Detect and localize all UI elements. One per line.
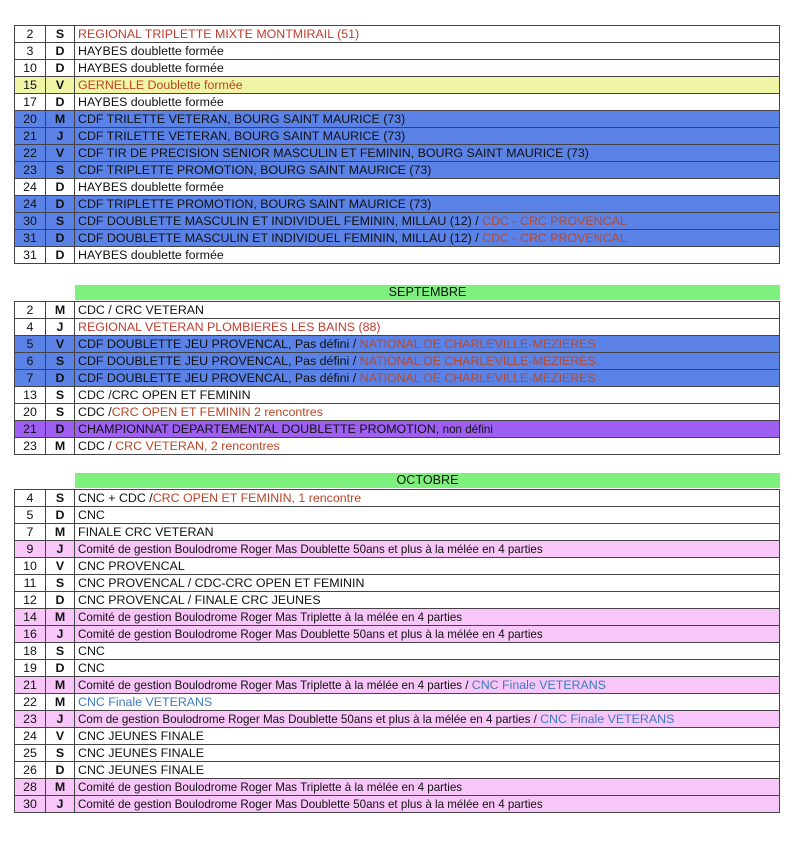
event-description xyxy=(75,162,780,179)
event-description xyxy=(75,643,780,660)
table-row xyxy=(15,196,780,213)
weekday-letter: S xyxy=(46,26,75,43)
event-description xyxy=(75,592,780,609)
day-number: 20 xyxy=(15,111,46,128)
event-text: CDF TRIPLETTE PROMOTION, BOURG SAINT MAURICE (73) xyxy=(78,196,432,211)
month-header-septembre: SEPTEMBRE xyxy=(75,285,780,300)
day-number: 4 xyxy=(15,319,46,336)
event-text: CDF TRIPLETTE PROMOTION, BOURG SAINT MAURICE (73) xyxy=(78,162,432,177)
weekday-letter: D xyxy=(46,370,75,387)
event-text: CDC /CRC OPEN ET FEMININ xyxy=(78,387,251,402)
event-description xyxy=(75,26,780,43)
event-text: GERNELLE Doublette formée xyxy=(78,77,243,92)
event-text: Comité de gestion Boulodrome Roger Mas Triplette à la mélée en 4 parties xyxy=(78,610,463,624)
event-description xyxy=(75,762,780,779)
event-description xyxy=(75,728,780,745)
table-row xyxy=(15,26,780,43)
event-text: CNC JEUNES FINALE xyxy=(78,728,204,743)
table-row xyxy=(15,94,780,111)
day-number: 21 xyxy=(15,421,46,438)
table-row xyxy=(15,677,780,694)
event-text: Comité de gestion Boulodrome Roger Mas Doublette 50ans et plus à la mélée en 4 parties xyxy=(78,542,543,556)
weekday-letter: M xyxy=(46,677,75,694)
table-row xyxy=(15,643,780,660)
day-number: 24 xyxy=(15,179,46,196)
table-row xyxy=(15,779,780,796)
event-text: CNC xyxy=(78,660,105,675)
table-row xyxy=(15,213,780,230)
event-text: NATIONAL DE CHARLEVILLE-MEZIERES xyxy=(359,370,596,385)
event-description xyxy=(75,745,780,762)
weekday-letter: V xyxy=(46,77,75,94)
event-text: CDF DOUBLETTE MASCULIN ET INDIVIDUEL FEMININ, MILLAU (12) / xyxy=(78,230,483,245)
table-row xyxy=(15,387,780,404)
weekday-letter: J xyxy=(46,711,75,728)
day-number: 23 xyxy=(15,438,46,455)
day-number: 15 xyxy=(15,77,46,94)
table-row xyxy=(15,728,780,745)
event-description xyxy=(75,490,780,507)
event-text: CDF DOUBLETTE JEU PROVENCAL, Pas défini / xyxy=(78,336,360,351)
event-text: CDF TRILETTE VETERAN, BOURG SAINT MAURICE (73) xyxy=(78,128,406,143)
event-text: Comité de gestion Boulodrome Roger Mas Triplette à la mélée en 4 parties xyxy=(78,780,463,794)
table-row xyxy=(15,60,780,77)
table-row xyxy=(15,762,780,779)
day-number: 26 xyxy=(15,762,46,779)
day-number: 2 xyxy=(15,302,46,319)
table-row xyxy=(15,179,780,196)
table-row xyxy=(15,230,780,247)
weekday-letter: V xyxy=(46,336,75,353)
table-row xyxy=(15,592,780,609)
event-text: CNC xyxy=(78,643,105,658)
table-row xyxy=(15,438,780,455)
event-text: Comité de gestion Boulodrome Roger Mas Doublette 50ans et plus à la mélée en 4 parties xyxy=(78,627,543,641)
table-row xyxy=(15,353,780,370)
day-number: 12 xyxy=(15,592,46,609)
event-description xyxy=(75,541,780,558)
table-row xyxy=(15,694,780,711)
event-description xyxy=(75,711,780,728)
day-number: 25 xyxy=(15,745,46,762)
day-number: 30 xyxy=(15,796,46,813)
weekday-letter: M xyxy=(46,302,75,319)
event-description xyxy=(75,370,780,387)
event-text: CRC OPEN ET FEMININ 2 rencontres xyxy=(111,404,323,419)
event-description xyxy=(75,353,780,370)
weekday-letter: D xyxy=(46,196,75,213)
day-number: 5 xyxy=(15,336,46,353)
event-text: CNC + CDC / xyxy=(78,490,153,505)
day-number: 19 xyxy=(15,660,46,677)
event-description xyxy=(75,247,780,264)
event-text: REGIONAL TRIPLETTE MIXTE MONTMIRAIL (51) xyxy=(78,26,360,41)
event-description xyxy=(75,336,780,353)
table-row xyxy=(15,336,780,353)
weekday-letter: J xyxy=(46,128,75,145)
day-number: 7 xyxy=(15,370,46,387)
event-text: CNC Finale VETERANS xyxy=(471,677,607,692)
section-aout xyxy=(14,25,780,264)
event-text: CNC JEUNES FINALE xyxy=(78,745,204,760)
event-text: CNC Finale VETERANS xyxy=(540,711,675,726)
event-text: CDC - CRC PROVENCAL xyxy=(482,230,627,245)
month-header-octobre: OCTOBRE xyxy=(75,473,780,488)
event-text: REGIONAL VETERAN PLOMBIERES LES BAINS (88) xyxy=(78,319,381,334)
weekday-letter: S xyxy=(46,387,75,404)
event-description xyxy=(75,421,780,438)
table-row xyxy=(15,745,780,762)
event-text: CDC / CRC VETERAN xyxy=(78,302,204,317)
day-number: 30 xyxy=(15,213,46,230)
event-description xyxy=(75,558,780,575)
day-number: 21 xyxy=(15,677,46,694)
table-row xyxy=(15,370,780,387)
table-row xyxy=(15,524,780,541)
day-number: 24 xyxy=(15,728,46,745)
event-text: CHAMPIONNAT DEPARTEMENTAL DOUBLETTE PROMOTION, xyxy=(78,421,443,436)
weekday-letter: D xyxy=(46,421,75,438)
table-row xyxy=(15,575,780,592)
event-text: CRC OPEN ET FEMININ, 1 rencontre xyxy=(152,490,362,505)
event-description xyxy=(75,404,780,421)
event-description xyxy=(75,43,780,60)
event-description xyxy=(75,319,780,336)
day-number: 14 xyxy=(15,609,46,626)
table-row xyxy=(15,43,780,60)
event-description xyxy=(75,387,780,404)
table-row xyxy=(15,507,780,524)
table-row xyxy=(15,609,780,626)
weekday-letter: S xyxy=(46,643,75,660)
day-number: 20 xyxy=(15,404,46,421)
table-row xyxy=(15,111,780,128)
weekday-letter: D xyxy=(46,43,75,60)
day-number: 31 xyxy=(15,230,46,247)
table-row xyxy=(15,711,780,728)
event-text: CDF DOUBLETTE JEU PROVENCAL, Pas défini / xyxy=(78,353,360,368)
weekday-letter: D xyxy=(46,592,75,609)
event-description xyxy=(75,779,780,796)
weekday-letter: J xyxy=(46,319,75,336)
weekday-letter: S xyxy=(46,404,75,421)
weekday-letter: V xyxy=(46,145,75,162)
section-octobre xyxy=(14,489,780,813)
event-text: CNC xyxy=(78,507,105,522)
octobre-table xyxy=(14,489,780,813)
event-description xyxy=(75,302,780,319)
day-number: 5 xyxy=(15,507,46,524)
weekday-letter: J xyxy=(46,796,75,813)
event-text: NATIONAL DE CHARLEVILLE-MEZIERES xyxy=(359,336,596,351)
weekday-letter: M xyxy=(46,438,75,455)
day-number: 31 xyxy=(15,247,46,264)
event-description xyxy=(75,111,780,128)
weekday-letter: D xyxy=(46,230,75,247)
table-row xyxy=(15,626,780,643)
day-number: 3 xyxy=(15,43,46,60)
event-text: CNC PROVENCAL xyxy=(78,558,185,573)
weekday-letter: M xyxy=(46,524,75,541)
weekday-letter: D xyxy=(46,94,75,111)
event-description xyxy=(75,196,780,213)
table-row xyxy=(15,319,780,336)
day-number: 22 xyxy=(15,145,46,162)
table-row xyxy=(15,660,780,677)
weekday-letter: S xyxy=(46,745,75,762)
section-septembre xyxy=(14,301,780,455)
day-number: 23 xyxy=(15,711,46,728)
event-text: Com de gestion Boulodrome Roger Mas Doublette 50ans et plus à la mélée en 4 parties / xyxy=(78,712,541,726)
weekday-letter: M xyxy=(46,111,75,128)
weekday-letter: S xyxy=(46,575,75,592)
weekday-letter: S xyxy=(46,353,75,370)
event-description xyxy=(75,213,780,230)
event-description xyxy=(75,60,780,77)
event-text: non défini xyxy=(442,422,493,436)
weekday-letter: D xyxy=(46,179,75,196)
event-description xyxy=(75,626,780,643)
event-description xyxy=(75,507,780,524)
event-description xyxy=(75,796,780,813)
event-text: NATIONAL DE CHARLEVILLE-MEZIERES xyxy=(359,353,596,368)
table-row xyxy=(15,247,780,264)
day-number: 13 xyxy=(15,387,46,404)
event-text: HAYBES doublette formée xyxy=(78,247,224,262)
event-description xyxy=(75,677,780,694)
day-number: 11 xyxy=(15,575,46,592)
septembre-table xyxy=(14,301,780,455)
event-text: HAYBES doublette formée xyxy=(78,94,224,109)
event-text: Comité de gestion Boulodrome Roger Mas Doublette 50ans et plus à la mélée en 4 parties xyxy=(78,797,543,811)
event-text: CRC VETERAN, 2 rencontres xyxy=(115,438,280,453)
weekday-letter: V xyxy=(46,728,75,745)
day-number: 28 xyxy=(15,779,46,796)
weekday-letter: J xyxy=(46,541,75,558)
event-text: FINALE CRC VETERAN xyxy=(78,524,214,539)
event-text: CNC Finale VETERANS xyxy=(78,694,213,709)
event-text: CDF DOUBLETTE MASCULIN ET INDIVIDUEL FEMININ, MILLAU (12) / xyxy=(78,213,483,228)
day-number: 4 xyxy=(15,490,46,507)
table-row xyxy=(15,558,780,575)
event-text: HAYBES doublette formée xyxy=(78,179,224,194)
weekday-letter: S xyxy=(46,213,75,230)
table-row xyxy=(15,404,780,421)
weekday-letter: M xyxy=(46,694,75,711)
weekday-letter: J xyxy=(46,626,75,643)
weekday-letter: D xyxy=(46,247,75,264)
table-row xyxy=(15,796,780,813)
weekday-letter: D xyxy=(46,660,75,677)
event-text: CNC PROVENCAL / CDC-CRC OPEN ET FEMININ xyxy=(78,575,365,590)
table-row xyxy=(15,145,780,162)
day-number: 16 xyxy=(15,626,46,643)
event-description xyxy=(75,94,780,111)
event-text: CNC PROVENCAL / FINALE CRC JEUNES xyxy=(78,592,321,607)
day-number: 10 xyxy=(15,558,46,575)
day-number: 7 xyxy=(15,524,46,541)
day-number: 10 xyxy=(15,60,46,77)
event-text: CDC / xyxy=(78,438,116,453)
day-number: 9 xyxy=(15,541,46,558)
day-number: 21 xyxy=(15,128,46,145)
table-row xyxy=(15,490,780,507)
weekday-letter: D xyxy=(46,60,75,77)
weekday-letter: M xyxy=(46,779,75,796)
day-number: 6 xyxy=(15,353,46,370)
day-number: 23 xyxy=(15,162,46,179)
weekday-letter: M xyxy=(46,609,75,626)
event-description xyxy=(75,438,780,455)
event-description xyxy=(75,230,780,247)
table-row xyxy=(15,302,780,319)
event-description xyxy=(75,179,780,196)
event-description xyxy=(75,145,780,162)
weekday-letter: D xyxy=(46,507,75,524)
day-number: 18 xyxy=(15,643,46,660)
event-text: CDF DOUBLETTE JEU PROVENCAL, Pas défini / xyxy=(78,370,360,385)
event-text: CNC JEUNES FINALE xyxy=(78,762,204,777)
event-text: Comité de gestion Boulodrome Roger Mas Triplette à la mélée en 4 parties / xyxy=(78,678,472,692)
event-text: HAYBES doublette formée xyxy=(78,43,224,58)
table-row xyxy=(15,162,780,179)
table-row xyxy=(15,128,780,145)
table-row xyxy=(15,541,780,558)
weekday-letter: S xyxy=(46,162,75,179)
event-description xyxy=(75,77,780,94)
table-row xyxy=(15,421,780,438)
weekday-letter: D xyxy=(46,762,75,779)
event-text: CDF TIR DE PRECISION SENIOR MASCULIN ET FEMININ, BOURG SAINT MAURICE (73) xyxy=(78,145,589,160)
day-number: 17 xyxy=(15,94,46,111)
event-text: CDF TRILETTE VETERAN, BOURG SAINT MAURICE (73) xyxy=(78,111,406,126)
event-description xyxy=(75,609,780,626)
event-description xyxy=(75,524,780,541)
event-text: HAYBES doublette formée xyxy=(78,60,224,75)
event-description xyxy=(75,694,780,711)
weekday-letter: V xyxy=(46,558,75,575)
aout-table xyxy=(14,25,780,264)
weekday-letter: S xyxy=(46,490,75,507)
event-description xyxy=(75,128,780,145)
event-description xyxy=(75,660,780,677)
event-text: CDC / xyxy=(78,404,112,419)
day-number: 22 xyxy=(15,694,46,711)
event-description xyxy=(75,575,780,592)
day-number: 2 xyxy=(15,26,46,43)
table-row xyxy=(15,77,780,94)
event-text: CDC - CRC PROVENCAL xyxy=(482,213,627,228)
day-number: 24 xyxy=(15,196,46,213)
